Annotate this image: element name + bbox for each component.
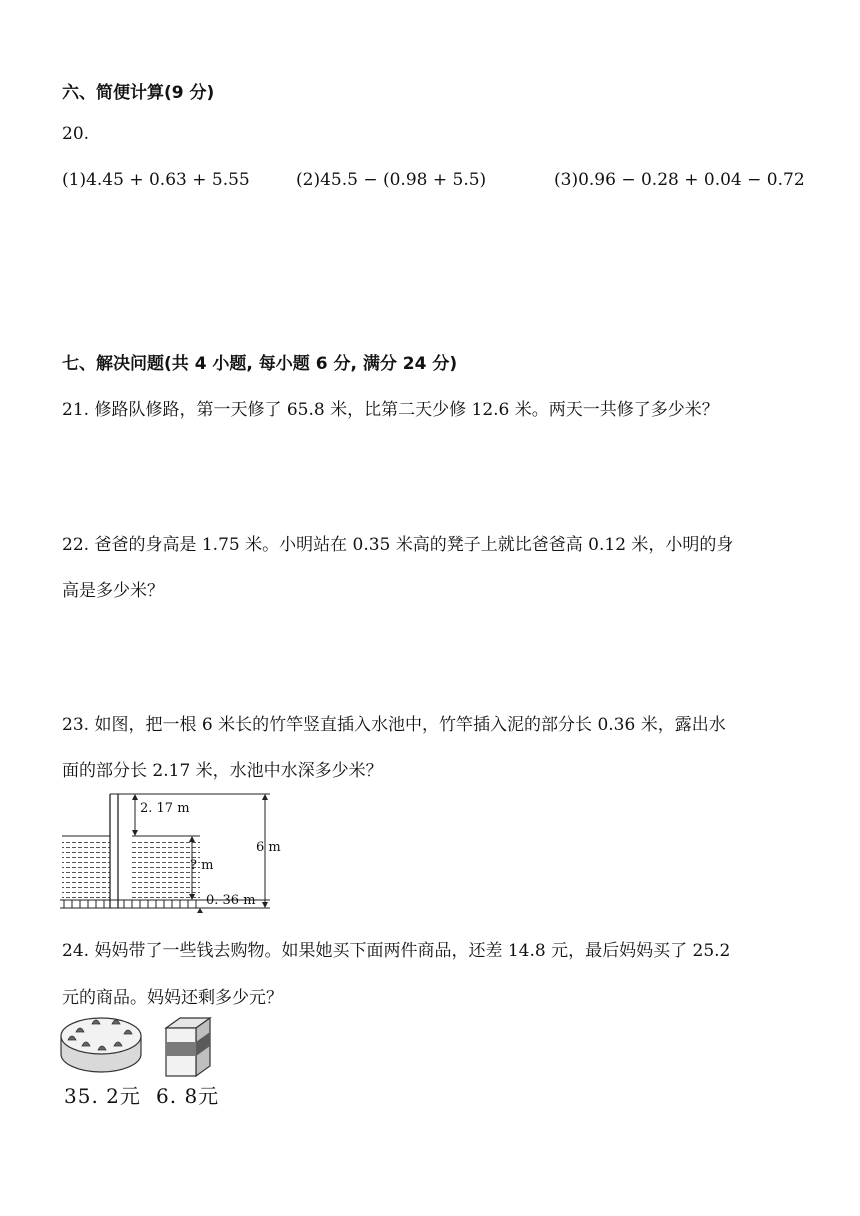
question-23-line-2: 面的部分长 2.17 米，水池中水深多少米？ xyxy=(62,761,383,781)
figure-label-mud: 0. 36 m xyxy=(206,893,256,908)
milk-carton-icon xyxy=(160,1014,216,1078)
figure-label-exposed: 2. 17 m xyxy=(140,801,190,816)
question-20-number: 20. xyxy=(62,124,90,144)
question-22-line-2: 高是多少米？ xyxy=(62,581,164,601)
question-22-line-1: 22. 爸爸的身高是 1.75 米。小明站在 0.35 米高的凳子上就比爸爸高 0.12 米，小明的身 xyxy=(62,535,734,555)
question-24-line-1: 24. 妈妈带了一些钱去购物。如果她买下面两件商品，还差 14.8 元，最后妈妈买了 25.2 xyxy=(62,941,731,961)
section-7-heading: 七、解决问题(共 4 小题, 每小题 6 分, 满分 24 分) xyxy=(62,354,458,374)
q20-expression-3: (3)0.96 − 0.28 + 0.04 − 0.72 xyxy=(554,170,805,190)
q20-expression-1: (1)4.45 + 0.63 + 5.55 xyxy=(62,170,250,190)
question-24-line-2: 元的商品。妈妈还剩多少元？ xyxy=(62,988,283,1008)
figure-label-total: 6 m xyxy=(256,840,281,855)
milk-price: 6. 8元 xyxy=(156,1084,220,1108)
figure-label-water-depth: ? m xyxy=(190,858,214,873)
question-21: 21. 修路队修路，第一天修了 65.8 米，比第二天少修 12.6 米。两天一共修了多少米？ xyxy=(62,400,719,420)
question-23-line-1: 23. 如图，把一根 6 米长的竹竿竖直插入水池中，竹竿插入泥的部分长 0.36 米，露出水 xyxy=(62,715,726,735)
cake-price: 35. 2元 xyxy=(64,1084,141,1108)
cake-icon xyxy=(58,1012,144,1078)
q20-expression-2: (2)45.5 − (0.98 + 5.5) xyxy=(296,170,487,190)
section-6-heading: 六、简便计算(9 分) xyxy=(62,83,215,103)
